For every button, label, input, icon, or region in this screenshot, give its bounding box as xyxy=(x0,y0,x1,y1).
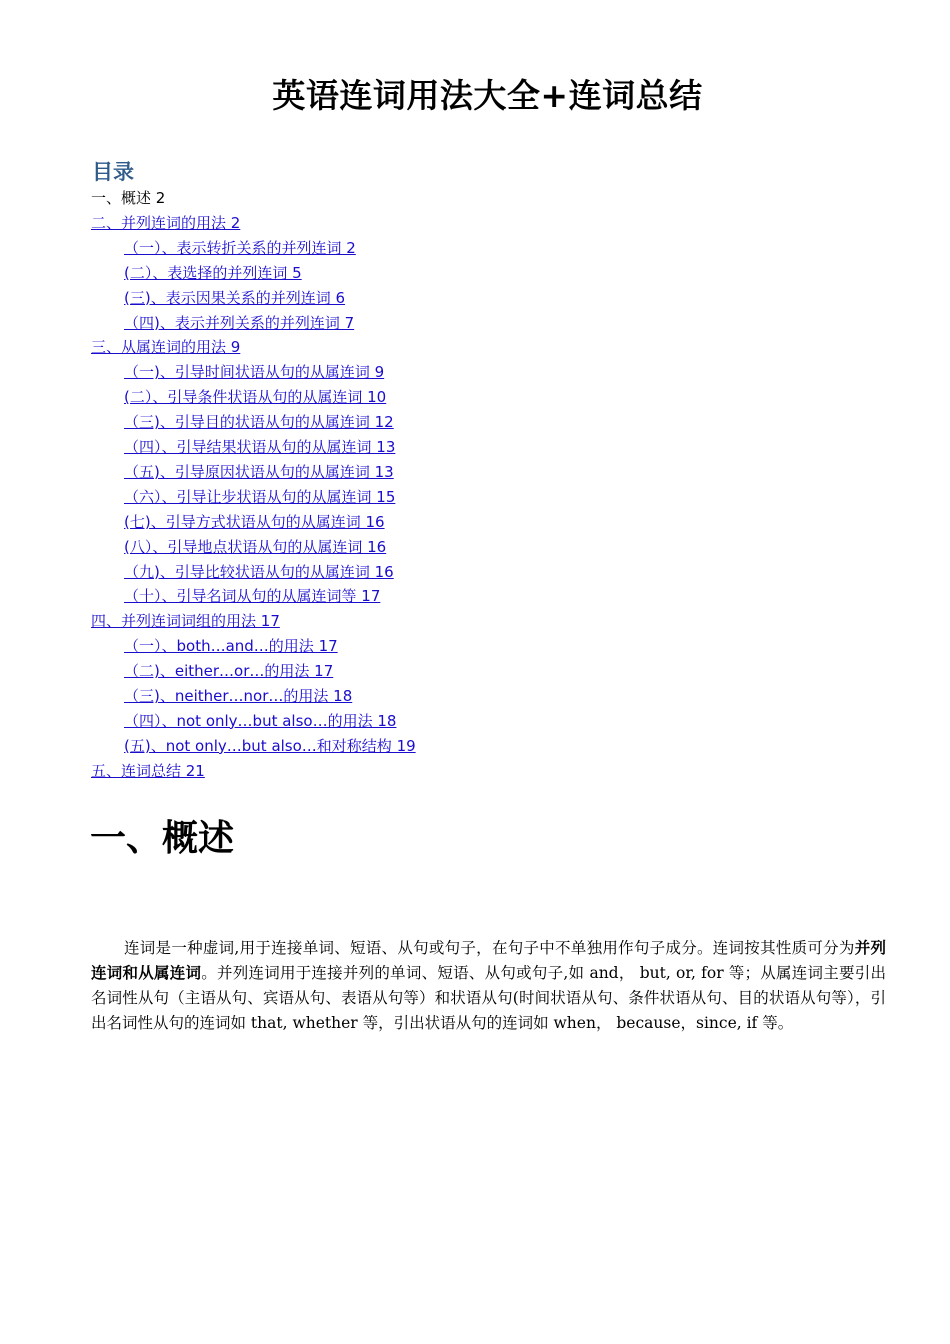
toc-item[interactable]: （二)、either…or…的用法 17 xyxy=(124,662,334,681)
toc-item[interactable]: （十）、引导名词从句的从属连词等 17 xyxy=(124,587,381,606)
toc-item[interactable]: （一）、both…and…的用法 17 xyxy=(124,637,338,656)
toc-item[interactable]: （四)、表示并列关系的并列连词 7 xyxy=(124,313,355,332)
body-paragraph xyxy=(91,936,886,1036)
toc-heading: 目录 xyxy=(92,160,134,184)
toc-item[interactable]: 五、连词总结 21 xyxy=(91,761,205,780)
toc-item[interactable]: (二）、表选择的并列连词 5 xyxy=(124,263,302,282)
toc-item[interactable]: （三)、neither…nor…的用法 18 xyxy=(124,687,353,705)
toc-item[interactable]: (二）、引导条件状语从句的从属连词 10 xyxy=(124,388,387,407)
paragraph-text-continued: 。并列连词用于连接并列的单词、短语、从句或句子,如 and， but, or, for 等；从属连词主要引出名词性从句（主语从句、宾语从句、表语从句等）和状语从句(时间状语从句、条件状语从句、目的状语从句等），引出名词性从句的连词如 that, whether 等，引出状语从句的连词如 when， because，since, if 等。 xyxy=(91,964,886,1032)
document-title: 英语连词用法大全+连词总结 xyxy=(272,76,703,115)
toc-item[interactable]: （一)、引导时间状语从句的从属连词 9 xyxy=(124,363,385,382)
toc-item[interactable]: (五)、not only…but also…和对称结构 19 xyxy=(124,736,416,755)
toc-item[interactable]: （三)、引导目的状语从句的从属连词 12 xyxy=(124,413,394,432)
toc-item: 一、概述 2 xyxy=(91,189,166,207)
toc-item[interactable]: 四、并列连词词组的用法 17 xyxy=(91,612,280,631)
paragraph-text: 连词是一种虚词,用于连接单词、短语、从句或句子，在句子中不单独用作句子成分。连词按其性质可分为 xyxy=(124,939,855,957)
toc-item[interactable]: (七)、引导方式状语从句的从属连词 16 xyxy=(124,512,385,531)
paragraph-bold-text: 并列连词和从属连词 xyxy=(91,939,886,982)
section-heading: 一、概述 xyxy=(90,818,235,859)
toc-item[interactable]: 三、从属连词的用法 9 xyxy=(91,338,241,357)
toc-item[interactable]: （一）、表示转折关系的并列连词 2 xyxy=(124,238,356,257)
toc-item[interactable]: （六）、引导让步状语从句的从属连词 15 xyxy=(124,487,396,506)
toc-item[interactable]: (八）、引导地点状语从句的从属连词 16 xyxy=(124,537,387,556)
toc-item[interactable]: (三)、表示因果关系的并列连词 6 xyxy=(124,288,346,307)
toc-item[interactable]: 二、并列连词的用法 2 xyxy=(91,213,241,232)
toc-item[interactable]: （五)、引导原因状语从句的从属连词 13 xyxy=(124,462,394,481)
toc-item[interactable]: （四）、引导结果状语从句的从属连词 13 xyxy=(124,438,396,456)
toc-item[interactable]: （四）、not only…but also…的用法 18 xyxy=(124,711,397,730)
toc-item[interactable]: （九)、引导比较状语从句的从属连词 16 xyxy=(124,562,394,581)
